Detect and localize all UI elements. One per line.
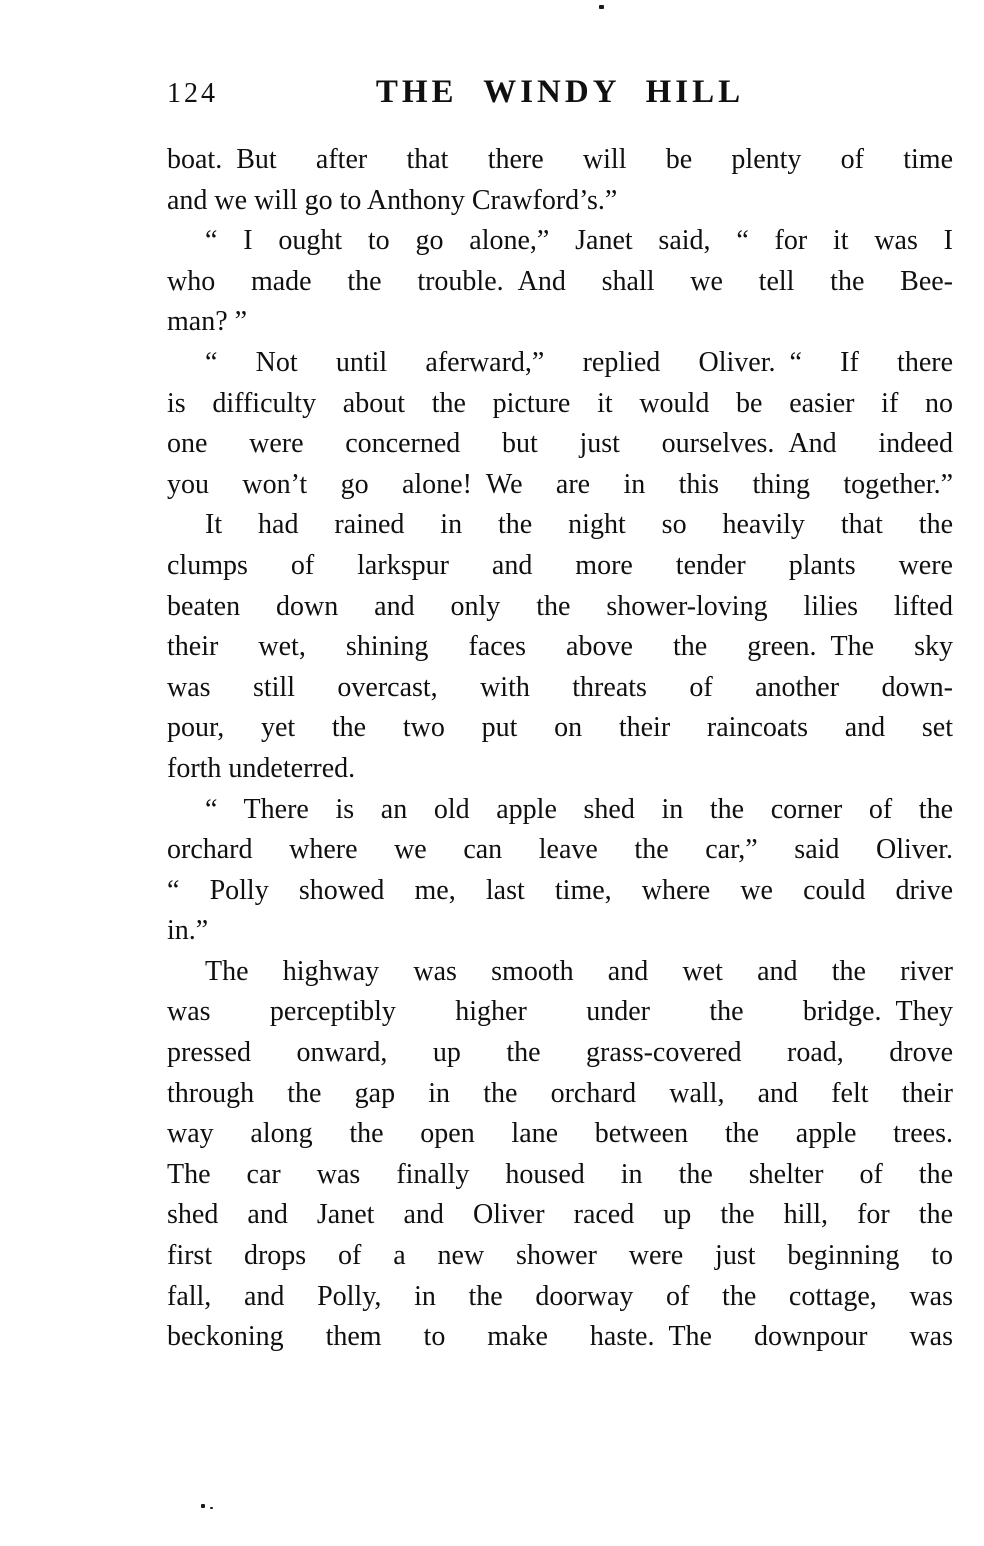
paragraph — [167, 952, 953, 1358]
text-line: first drops of a new shower were just beginning to — [167, 1240, 953, 1272]
paragraph — [167, 790, 953, 952]
text-line: and we will go to Anthony Crawford’s.” — [167, 184, 618, 216]
text-line: way along the open lane between the apple trees. — [167, 1118, 953, 1150]
text-line: pressed onward, up the grass-covered road, drove — [167, 1037, 953, 1069]
text-line: “ Not until aferward,” replied Oliver. “ If there — [205, 346, 953, 378]
text-line: The highway was smooth and wet and the river — [205, 955, 953, 987]
text-line: fall, and Polly, in the doorway of the cottage, was — [167, 1280, 953, 1312]
text-line: “ There is an old apple shed in the corner of the — [205, 793, 953, 825]
text-line: beaten down and only the shower-loving lilies lifted — [167, 590, 953, 622]
page-number: 124 — [167, 78, 218, 109]
scan-speck-top — [599, 5, 604, 9]
text-line: It had rained in the night so heavily that the — [205, 509, 953, 541]
text-line: pour, yet the two put on their raincoats and set — [167, 712, 953, 744]
text-line: The car was finally housed in the shelter of the — [167, 1158, 953, 1190]
text-block — [167, 140, 953, 1358]
paragraph — [167, 343, 953, 505]
text-line: man? ” — [167, 306, 248, 338]
text-line: was still overcast, with threats of another down- — [167, 671, 953, 703]
text-line: orchard where we can leave the car,” said Oliver. — [167, 834, 953, 866]
text-line: clumps of larkspur and more tender plants were — [167, 549, 953, 581]
scan-speck-bottom-2 — [210, 1507, 213, 1509]
text-line: beckoning them to make haste. The downpour was — [167, 1321, 953, 1353]
paragraph — [167, 221, 953, 343]
text-line: boat. But after that there will be plenty of time — [167, 144, 953, 175]
text-line: you won’t go alone! We are in this thing together.” — [167, 468, 953, 500]
scan-speck-bottom-1 — [201, 1504, 205, 1508]
paragraph — [167, 505, 953, 789]
page-header — [167, 74, 953, 114]
text-line: “ I ought to go alone,” Janet said, “ for it was I — [205, 225, 953, 257]
text-line: through the gap in the orchard wall, and felt their — [167, 1077, 953, 1109]
text-line: in.” — [167, 915, 209, 947]
text-line: one were concerned but just ourselves. And indeed — [167, 428, 953, 460]
text-line: who made the trouble. And shall we tell the Bee- — [167, 265, 953, 297]
text-line: is difficulty about the picture it would be easier if no — [167, 387, 953, 419]
text-line: their wet, shining faces above the green. The sky — [167, 631, 953, 663]
text-line: forth undeterred. — [167, 752, 356, 784]
text-line: shed and Janet and Oliver raced up the hill, for the — [167, 1199, 953, 1231]
text-line: “ Polly showed me, last time, where we could drive — [167, 874, 953, 906]
running-title: THE WINDY HILL — [375, 74, 745, 110]
paragraph — [167, 140, 953, 221]
text-line: was perceptibly higher under the bridge. They — [167, 996, 953, 1028]
